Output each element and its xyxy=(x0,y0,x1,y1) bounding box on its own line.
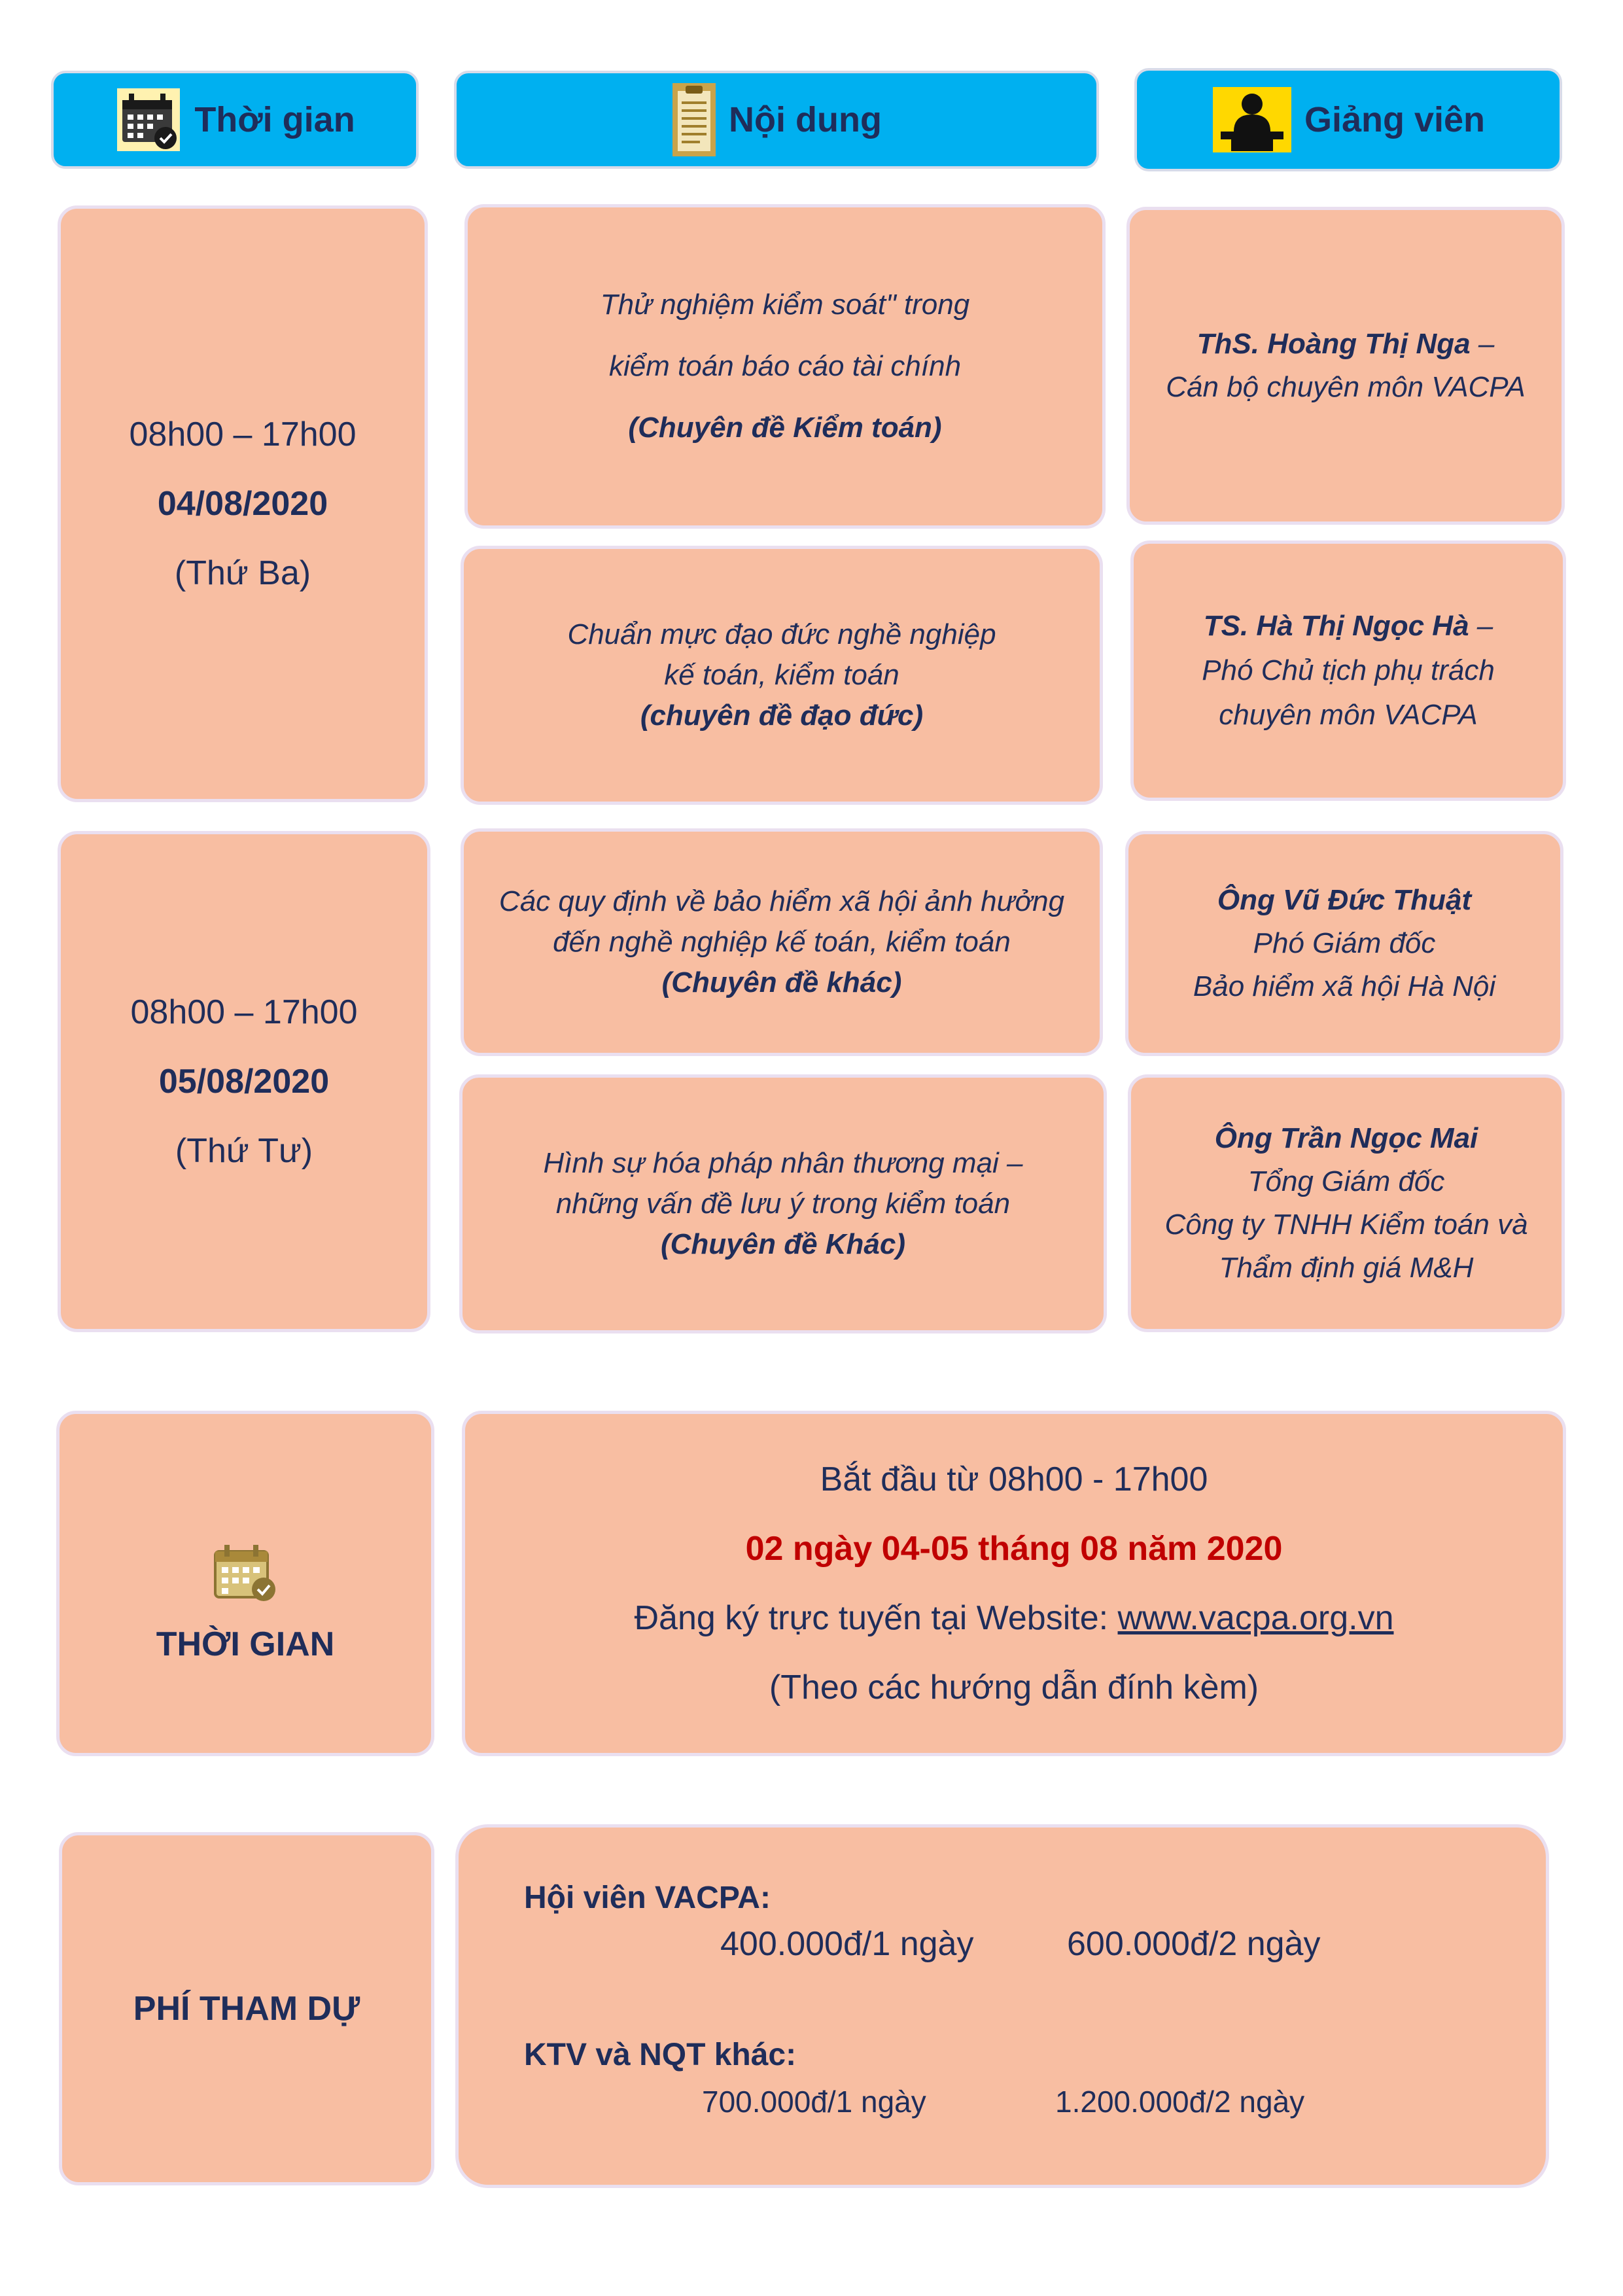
day2-lecturer2-role2: Công ty TNHH Kiểm toán và xyxy=(1164,1209,1528,1241)
header-time xyxy=(51,71,419,169)
day2-topic1-category: (Chuyên đề khác) xyxy=(661,966,902,998)
website-link[interactable]: www.vacpa.org.vn xyxy=(1117,1599,1394,1637)
day2-time-cell xyxy=(58,831,430,1332)
day2-topic2-line1: Hình sự hóa pháp nhân thương mại – xyxy=(543,1147,1023,1179)
day1-time-cell xyxy=(58,205,428,802)
day1-lecturer2-role1: Phó Chủ tịch phụ trách xyxy=(1202,654,1495,686)
day2-time: 08h00 – 17h00 xyxy=(130,993,358,1031)
header-content-label: Nội dung xyxy=(729,100,882,139)
day1-topic2 xyxy=(461,546,1103,805)
lecturer-icon xyxy=(1212,86,1293,154)
day2-lecturer1-name: Ông Vũ Đức Thuật xyxy=(1217,884,1472,916)
header-time-label: Thời gian xyxy=(194,100,355,139)
calendar-icon xyxy=(211,1542,279,1605)
day2-lecturer1 xyxy=(1125,831,1563,1056)
fee-label: PHÍ THAM DỰ xyxy=(133,1990,360,2028)
fee-other-label: KTV và NQT khác: xyxy=(524,2038,797,2072)
schedule-info-cell xyxy=(462,1411,1566,1756)
schedule-register xyxy=(634,1583,1393,1653)
day2-topic1-line2: đến nghề nghiệp kế toán, kiểm toán xyxy=(553,926,1011,958)
fee-label-cell xyxy=(59,1832,434,2185)
dash: – xyxy=(1469,610,1493,642)
day2-weekday: (Thứ Tư) xyxy=(175,1132,313,1170)
day2-date: 05/08/2020 xyxy=(158,1063,330,1101)
day1-topic2-category: (chuyên đề đạo đức) xyxy=(640,699,924,732)
header-content xyxy=(454,71,1099,169)
day1-lecturer2-name: TS. Hà Thị Ngọc Hà xyxy=(1203,610,1469,642)
day2-lecturer2-role3: Thẩm định giá M&H xyxy=(1219,1252,1474,1284)
day1-time: 08h00 – 17h00 xyxy=(129,415,357,453)
day2-lecturer1-role2: Bảo hiểm xã hội Hà Nội xyxy=(1193,970,1496,1002)
fee-member-label: Hội viên VACPA: xyxy=(524,1881,771,1915)
fee-member-1day: 400.000đ/1 ngày xyxy=(720,1925,974,1963)
header-lecturer xyxy=(1134,68,1562,171)
day2-topic2-category: (Chuyên đề Khác) xyxy=(660,1228,906,1260)
schedule-note: (Theo các hướng dẫn đính kèm) xyxy=(769,1669,1259,1706)
day1-topic1-line2: kiểm toán báo cáo tài chính xyxy=(608,350,962,382)
day2-lecturer2-name: Ông Trần Ngọc Mai xyxy=(1214,1122,1478,1154)
dash: – xyxy=(1470,328,1495,360)
day2-lecturer1-role1: Phó Giám đốc xyxy=(1253,927,1436,959)
day1-topic2-line2: kế toán, kiểm toán xyxy=(664,659,899,691)
day1-topic1 xyxy=(464,204,1106,529)
day2-topic1 xyxy=(461,828,1103,1056)
day1-lecturer1 xyxy=(1126,207,1565,525)
day1-lecturer2-role2: chuyên môn VACPA xyxy=(1219,699,1478,731)
schedule-label-cell xyxy=(56,1411,434,1756)
day1-weekday: (Thứ Ba) xyxy=(174,554,311,592)
register-prefix: Đăng ký trực tuyến tại Website: xyxy=(634,1599,1118,1637)
day2-topic1-line1: Các quy định về bảo hiểm xã hội ảnh hưởng xyxy=(498,885,1065,917)
fee-other-2day: 1.200.000đ/2 ngày xyxy=(1055,2085,1305,2119)
day1-topic2-line1: Chuẩn mực đạo đức nghề nghiệp xyxy=(567,618,996,650)
schedule-dates: 02 ngày 04-05 tháng 08 năm 2020 xyxy=(745,1530,1283,1568)
fee-other-1day: 700.000đ/1 ngày xyxy=(702,2085,926,2119)
day1-lecturer1-name: ThS. Hoàng Thị Nga xyxy=(1196,328,1471,360)
document-icon xyxy=(671,82,717,158)
fee-member-2day: 600.000đ/2 ngày xyxy=(1067,1925,1321,1963)
day2-topic2-line2: những vấn đề lưu ý trong kiểm toán xyxy=(555,1188,1011,1220)
schedule-start: Bắt đầu từ 08h00 - 17h00 xyxy=(820,1460,1208,1498)
calendar-icon xyxy=(114,86,183,154)
schedule-label: THỜI GIAN xyxy=(156,1625,335,1663)
day1-date: 04/08/2020 xyxy=(157,485,328,523)
day1-topic1-category: (Chuyên đề Kiểm toán) xyxy=(628,412,942,444)
day2-topic2 xyxy=(459,1074,1107,1333)
day1-lecturer1-role: Cán bộ chuyên môn VACPA xyxy=(1166,371,1526,403)
day2-lecturer2 xyxy=(1128,1074,1565,1332)
header-lecturer-label: Giảng viên xyxy=(1304,100,1486,139)
day1-lecturer2 xyxy=(1130,540,1566,801)
day2-lecturer2-role1: Tổng Giám đốc xyxy=(1248,1165,1445,1197)
day1-topic1-line1: Thử nghiệm kiểm soát" trong xyxy=(600,289,970,321)
fee-info-cell xyxy=(455,1824,1549,2188)
